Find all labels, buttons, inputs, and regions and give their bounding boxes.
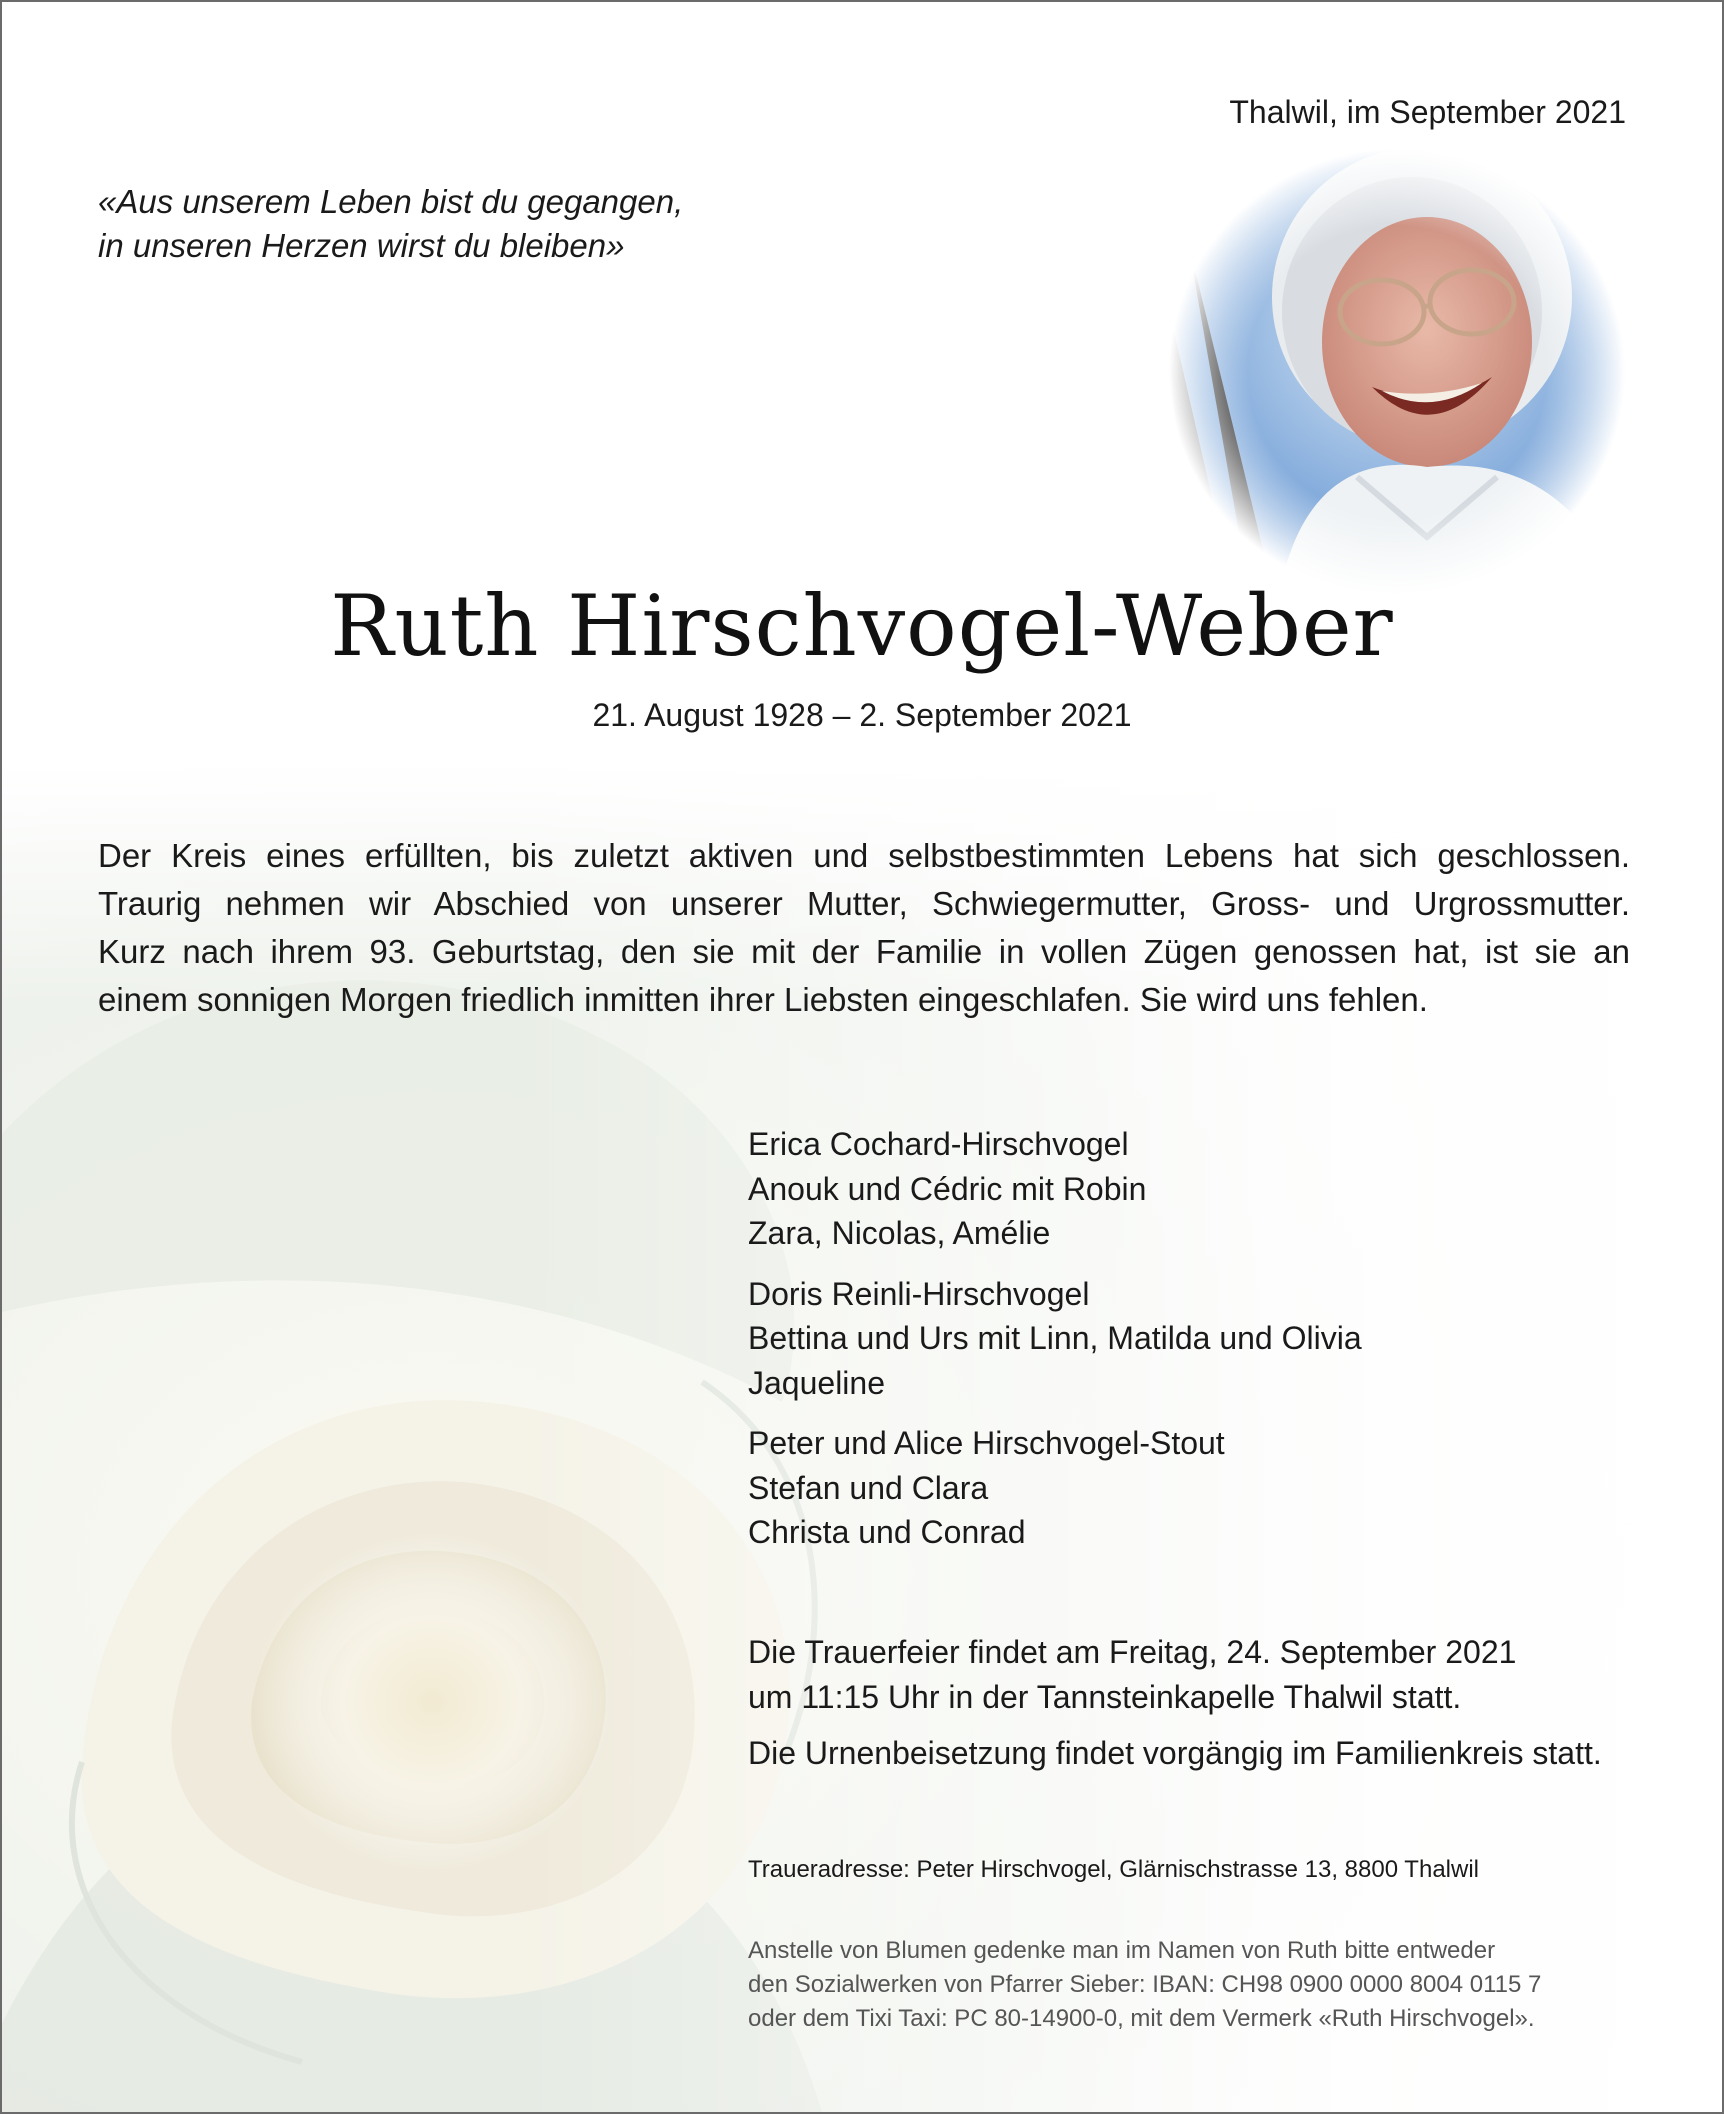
donation-line: den Sozialwerken von Pfarrer Sieber: IBAN: CH98 0900 0000 8004 0115 7 <box>748 1971 1542 1998</box>
donation-line: Anstelle von Blumen gedenke man im Namen von Ruth bitte entweder <box>748 1937 1496 1964</box>
family-line: Doris Reinli-Hirschvogel <box>748 1275 1090 1312</box>
text-line: einem sonnigen Morgen friedlich inmitten ihrer Liebsten eingeschlafen. Sie wird uns fehlen. <box>98 981 1428 1018</box>
ceremony-info <box>748 1630 1602 1776</box>
text-line: Kurz nach ihrem 93. Geburtstag, den sie mit der Familie in vollen Zügen genossen hat, ist sie an <box>98 933 1630 970</box>
quote-line: «Aus unserem Leben bist du gegangen, <box>98 183 684 220</box>
family-group <box>748 1122 1362 1256</box>
family-group <box>748 1421 1362 1555</box>
donation-note <box>748 1934 1541 2036</box>
family-group <box>748 1272 1362 1406</box>
family-line: Erica Cochard-Hirschvogel <box>748 1126 1129 1162</box>
life-dates: 21. August 1928 – 2. September 2021 <box>592 697 1132 733</box>
obituary-text <box>98 832 1630 1024</box>
family-line: Stefan und Clara <box>748 1469 989 1506</box>
family-line: Jaqueline <box>748 1364 885 1401</box>
family-line: Bettina und Urs mit Linn, Matilda und Olivia <box>748 1320 1362 1356</box>
family-line: Christa und Conrad <box>748 1514 1026 1550</box>
funeral-line: Die Trauerfeier findet am Freitag, 24. September 2021 <box>748 1634 1517 1670</box>
place-date: Thalwil, im September 2021 <box>1229 94 1626 130</box>
quote-line: in unseren Herzen wirst du bleiben» <box>98 227 625 264</box>
portrait-photo <box>1157 137 1637 607</box>
text-line: Der Kreis eines erfüllten, bis zuletzt aktiven und selbstbestimmten Lebens hat sich geschlossen. <box>98 837 1630 874</box>
bereaved-family <box>748 1122 1362 1571</box>
funeral-line: um 11:15 Uhr in der Tannsteinkapelle Thalwil statt. <box>748 1678 1462 1715</box>
donation-line: oder dem Tixi Taxi: PC 80-14900-0, mit dem Vermerk «Ruth Hirschvogel». <box>748 2005 1535 2032</box>
family-line: Peter und Alice Hirschvogel-Stout <box>748 1425 1225 1461</box>
memorial-quote <box>98 180 683 268</box>
text-line: Traurig nehmen wir Abschied von unserer Mutter, Schwiegermutter, Gross- und Urgrossmutter. <box>98 885 1630 922</box>
family-line: Anouk und Cédric mit Robin <box>748 1170 1147 1207</box>
deceased-name: Ruth Hirschvogel-Weber <box>330 577 1394 675</box>
mourning-address: Traueradresse: Peter Hirschvogel, Glärnischstrasse 13, 8800 Thalwil <box>748 1856 1479 1883</box>
urn-burial-line: Die Urnenbeisetzung findet vorgängig im Familienkreis statt. <box>748 1735 1602 1771</box>
family-line: Zara, Nicolas, Amélie <box>748 1215 1051 1251</box>
